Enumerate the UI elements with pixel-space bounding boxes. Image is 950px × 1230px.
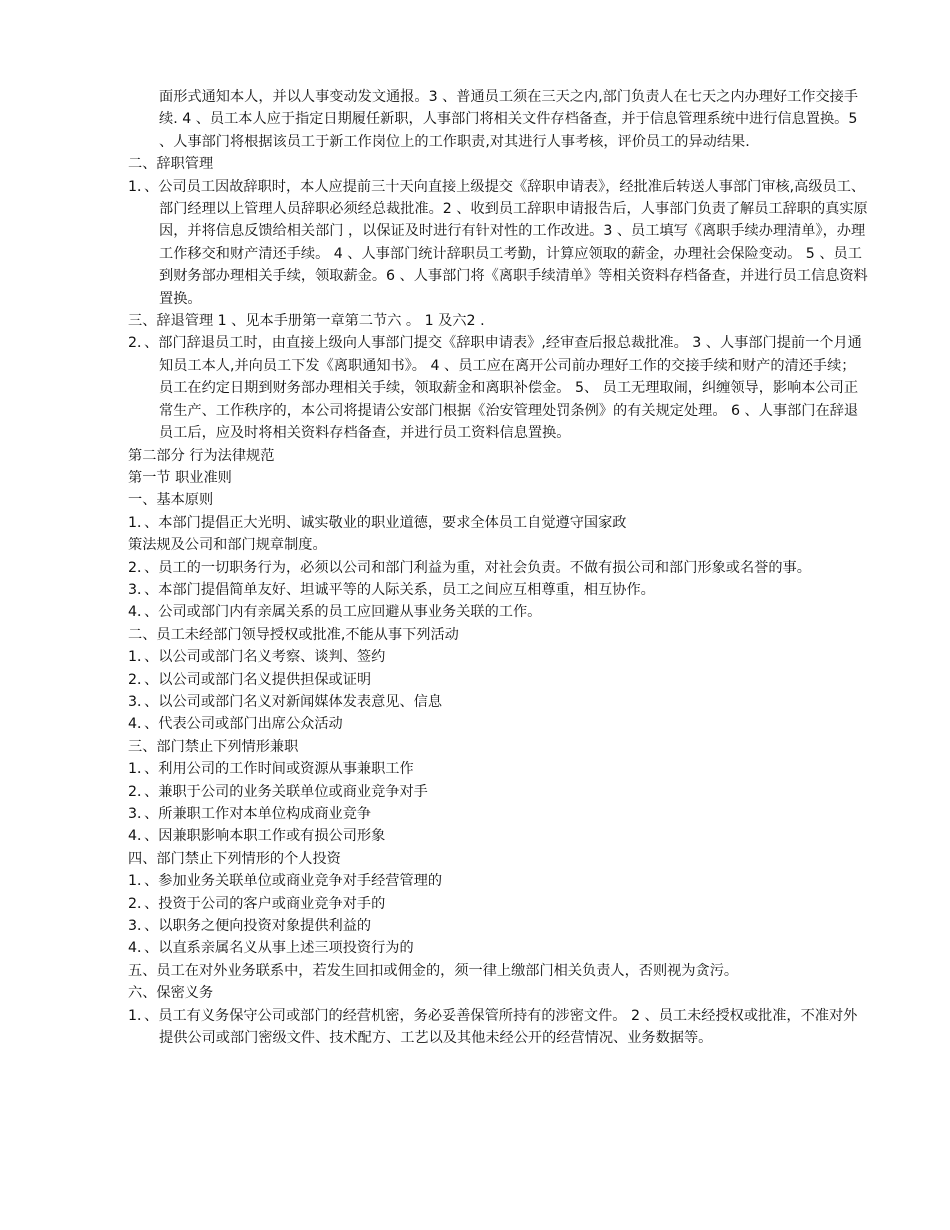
text-line: 2．、员工的一切职务行为，必须以公司和部门利益为重，对社会负责。不做有损公司和部门形象或名誉的事。 bbox=[128, 559, 811, 576]
text-line: 4．、公司或部门内有亲属关系的员工应回避从事业务关联的工作。 bbox=[128, 604, 542, 621]
text-line: 六、保密义务 bbox=[128, 985, 214, 1002]
text-line: 二、辞职管理 bbox=[128, 156, 214, 173]
text-line: 3．、本部门提倡简单友好、坦诚平等的人际关系，员工之间应互相尊重，相互协作。 bbox=[128, 581, 655, 598]
document-body bbox=[128, 86, 868, 1049]
text-line: 三、部门禁止下列情形兼职 bbox=[128, 738, 299, 755]
text-line: 2．、以公司或部门名义提供担保或证明 bbox=[128, 671, 372, 688]
text-line: 1．、本部门提倡正大光明、诚实敬业的职业道德，要求全体员工自觉遵守国家政 bbox=[128, 514, 627, 531]
text-line: 四、部门禁止下列情形的个人投资 bbox=[128, 850, 341, 867]
text-line: 2．、兼职于公司的业务关联单位或商业竞争对手 bbox=[128, 783, 428, 800]
text-line: 第一节 职业准则 bbox=[128, 469, 232, 486]
text-line: 1．、参加业务关联单位或商业竞争对手经营管理的 bbox=[128, 873, 443, 890]
text-line: 面形式通知本人，并以人事变动发文通报。3 、普通员工须在三天之内,部门负责人在七天之内办理好工作交接手续. 4 、员工本人应于指定日期履任新职，人事部门将相关文件存档备查，并于信息管理系统中进行信息置换。5 、人事部门将根据该员工于新工作岗位上的工作职责,对其进行人事考核，评价员工的异动结果. bbox=[159, 89, 859, 150]
text-line: 1．、公司员工因故辞职时，本人应提前三十天向直接上级提交《辞职申请表》，经批准后转送人事部门审核,高级员工、部门经理以上管理人员辞职必须经总裁批准。2 、收到员工辞职申请报告后，人事部门负责了解员工辞职的真实原因，并将信息反馈给相关部门 ，以保证及时进行有针对性的工作改进。3 、员工填写《离职手续办理清单》，办理工作移交和财产清还手续。 4 、人事部门统计辞职员工考勤，计算应领取的薪金，办理社会保险变动。 5 、员工到财务部办理相关手续，领取薪金。6 、人事部门将《离职手续清单》等相关资料存档备查，并进行员工信息资料置换。 bbox=[128, 178, 868, 307]
text-line: 1．、以公司或部门名义考察、谈判、签约 bbox=[128, 649, 386, 666]
text-line: 3．、所兼职工作对本单位构成商业竞争 bbox=[128, 806, 372, 822]
text-line: 2．、投资于公司的客户或商业竞争对手的 bbox=[128, 895, 386, 912]
text-line: 3．、以公司或部门名义对新闻媒体发表意见、信息 bbox=[128, 693, 443, 710]
text-line: 4．、因兼职影响本职工作或有损公司形象 bbox=[128, 828, 386, 845]
text-line: 策法规及公司和部门规章制度。 bbox=[128, 537, 327, 554]
text-line: 三、辞退管理 1 、见本手册第一章第二节六 。 1 及六2 . bbox=[128, 313, 485, 330]
text-line: 一、基本原则 bbox=[128, 492, 214, 509]
text-line: 五、员工在对外业务联系中，若发生回扣或佣金的，须一律上缴部门相关负责人，否则视为贪污。 bbox=[128, 962, 739, 979]
text-line: 二、员工未经部门领导授权或批准,不能从事下列活动 bbox=[128, 626, 459, 643]
text-line: 2．、部门辞退员工时，由直接上级向人事部门提交《辞职申请表》,经审查后报总裁批准。 3 、人事部门提前一个月通知员工本人,并向员工下发《离职通知书》。 4 、员工应在离开公司前办理好工作的交接手续和财产的清还手续；员工在约定日期到财务部办理相关手续，领取薪金和离职补偿金。 5、 员工无理取闹，纠缠领导，影响本公司正常生产、工作秩序的，本公司将提请公安部门根据《治安管理处罚条例》的有关规定处理。 6 、人事部门在辞退员工后，应及时将相关资料存档备查，并进行员工资料信息置换。 bbox=[128, 335, 862, 442]
text-line: 第二部分 行为法律规范 bbox=[128, 447, 275, 464]
text-line: 4．、以直系亲属名义从事上述三项投资行为的 bbox=[128, 940, 414, 957]
text-line: 1．、利用公司的工作时间或资源从事兼职工作 bbox=[128, 761, 414, 778]
text-line: 4．、代表公司或部门出席公众活动 bbox=[128, 716, 343, 733]
text-line: 3．、以职务之便向投资对象提供利益的 bbox=[128, 918, 372, 935]
text-line: 1．、员工有义务保守公司或部门的经营机密，务必妥善保管所持有的涉密文件。 2 、员工未经授权或批准，不准对外提供公司或部门密级文件、技术配方、工艺以及其他未经公开的经营情况、业务数据等。 bbox=[128, 1007, 858, 1047]
